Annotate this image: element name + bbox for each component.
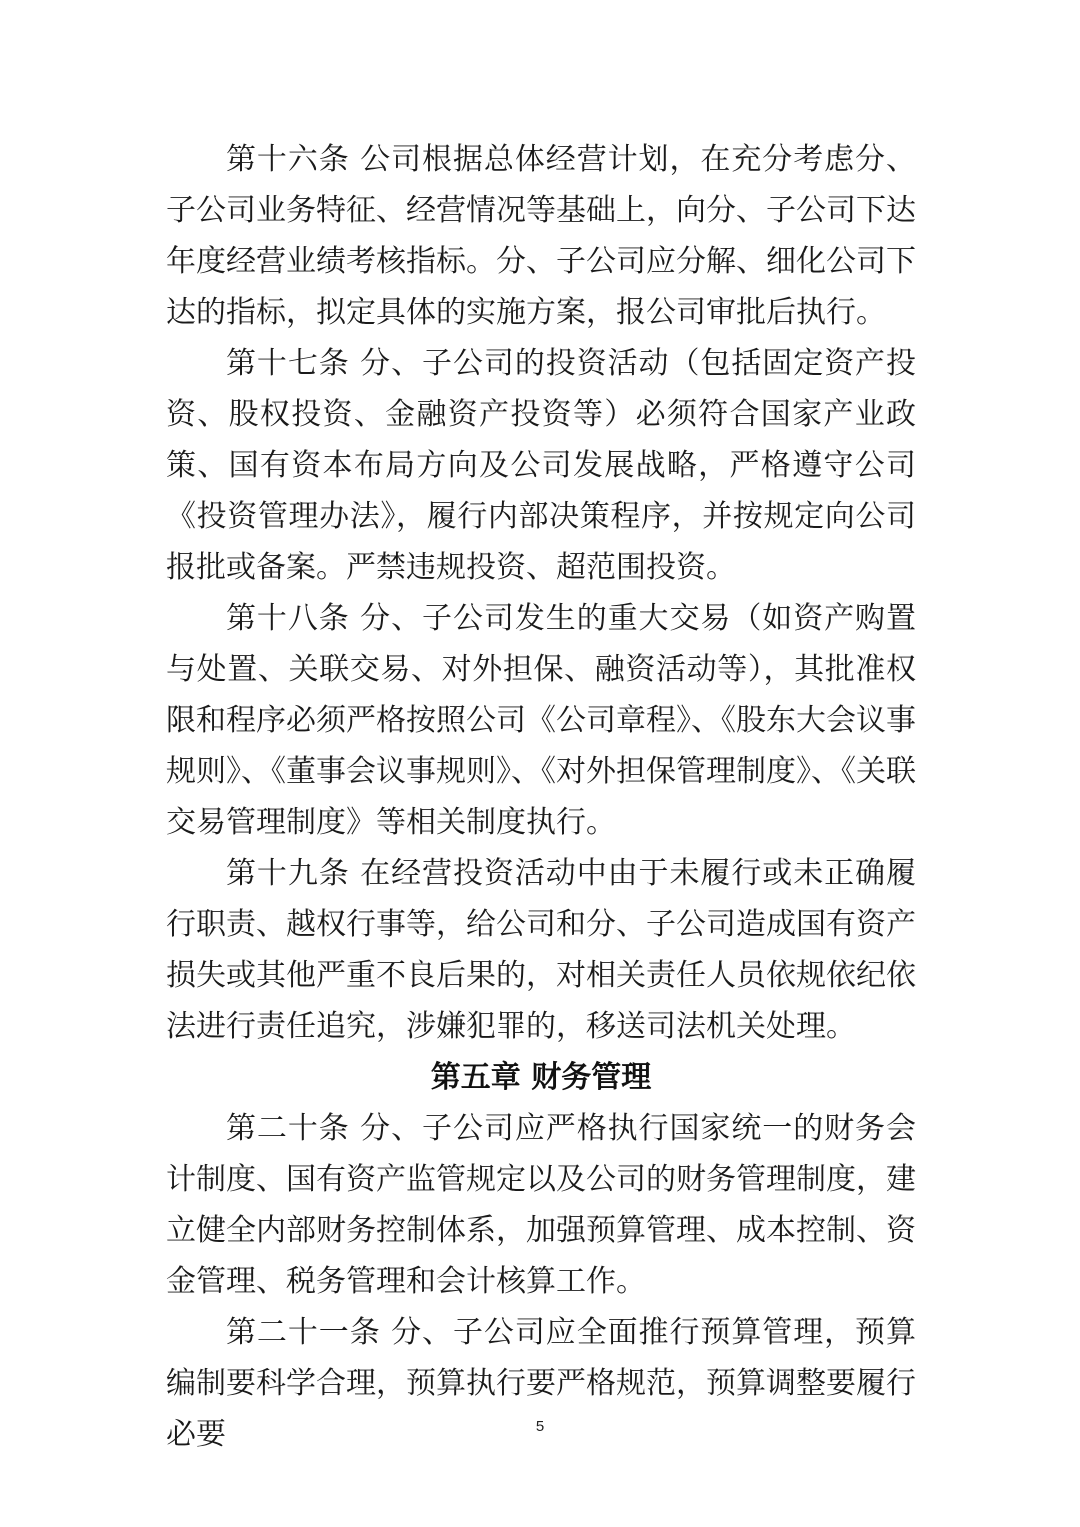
- article-18-paragraph: 第十八条 分、子公司发生的重大交易（如资产购置与处置、关联交易、对外担保、融资活动等），其批准权限和程序必须严格按照公司《公司章程》、《股东大会议事规则》、《董事会议事规则》、《对外担保管理制度》、《关联交易管理制度》等相关制度执行。: [166, 601, 916, 840]
- article-20-paragraph: 第二十条 分、子公司应严格执行国家统一的财务会计制度、国有资产监管规定以及公司的财务管理制度，建立健全内部财务控制体系，加强预算管理、成本控制、资金管理、税务管理和会计核算工作。: [166, 1111, 916, 1299]
- article-17-paragraph: 第十七条 分、子公司的投资活动（包括固定资产投资、股权投资、金融资产投资等）必须符合国家产业政策、国有资本布局方向及公司发展战略，严格遵守公司《投资管理办法》，履行内部决策程序，并按规定向公司报批或备案。严禁违规投资、超范围投资。: [166, 346, 916, 585]
- article-16-paragraph: 第十六条 公司根据总体经营计划，在充分考虑分、子公司业务特征、经营情况等基础上，向分、子公司下达年度经营业绩考核指标。分、子公司应分解、细化公司下达的指标，拟定具体的实施方案，报公司审批后执行。: [166, 142, 916, 330]
- article-19-paragraph: 第十九条 在经营投资活动中由于未履行或未正确履行职责、越权行事等，给公司和分、子公司造成国有资产损失或其他严重不良后果的，对相关责任人员依规依纪依法进行责任追究，涉嫌犯罪的，移送司法机关处理。: [166, 856, 916, 1044]
- page-number: 5: [535, 1418, 545, 1435]
- article-21-paragraph: 第二十一条 分、子公司应全面推行预算管理，预算编制要科学合理，预算执行要严格规范，预算调整要履行必要: [166, 1315, 916, 1452]
- chapter-heading: 第五章 财务管理: [430, 1060, 652, 1095]
- document-body: [166, 134, 916, 1460]
